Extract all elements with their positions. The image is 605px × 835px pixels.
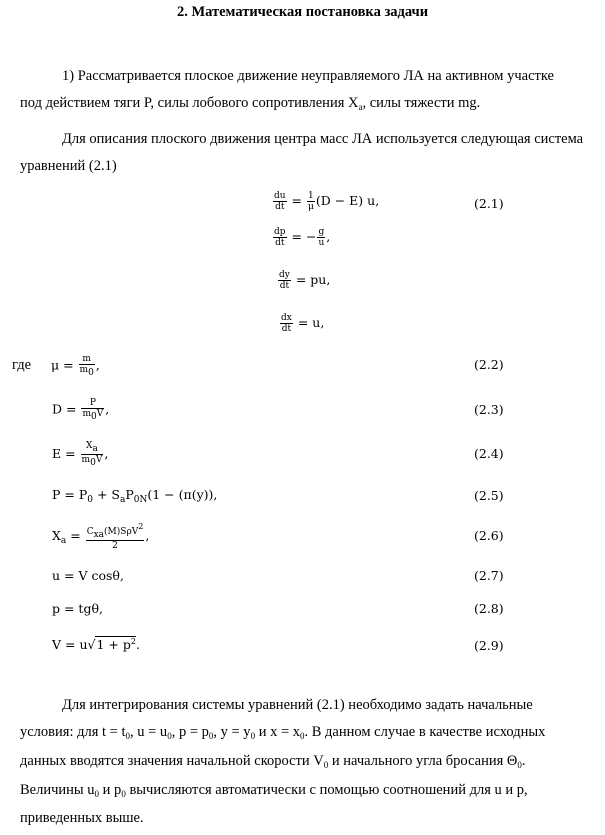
- para1-line2: под действием тяги P, силы лобового сопротивления $X_a$, силы тяжести mg.: [20, 95, 481, 112]
- equation-dy-dt: $\frac{dy}{dt}$ = pu,: [279, 270, 331, 291]
- equation-dp-dt: $\frac{dp}{dt}$ = − $\frac{g}{u}$ ,: [274, 227, 331, 248]
- equation-mu: μ = $\frac{m}{m0}$ ,: [51, 354, 100, 378]
- equation-number: (2.6): [474, 528, 504, 543]
- para2-line1: Для описания плоского движения центра масс ЛА используется следующая система: [62, 131, 584, 147]
- para3-line3: данных вводятся значения начальной скорости $V_0$ и начального угла бросания $\Theta_0$.: [20, 753, 526, 770]
- equation-number: (2.5): [474, 488, 504, 503]
- para1-line1: 1) Рассматривается плоское движение неуправляемого ЛА на активном участке: [62, 68, 554, 84]
- equation-number: (2.2): [474, 357, 504, 372]
- equation-D: D = $\frac{P}{m0V}$ ,: [52, 398, 110, 422]
- where-label: где: [12, 357, 32, 373]
- section-heading: 2. Математическая постановка задачи: [176, 4, 429, 20]
- equation-du-dt: $\frac{du}{dt}$ = $\frac{1}{\mu}$ (D − E) u,: [274, 191, 380, 212]
- equation-number: (2.4): [474, 446, 504, 461]
- equation-Xa: $X_a$ = $\frac{\text{Cxa(M)SρV2}}{2}$ ,: [52, 522, 150, 551]
- equation-number: (2.1): [474, 196, 504, 211]
- equation-u: u = V cosθ,: [52, 568, 124, 583]
- equation-number: (2.9): [474, 638, 504, 653]
- para3-line2: условия: для $t = t_0$, $u = u_0$, $p = p_0$, $y = y_0$ и $x = x_0$. В данном случае в качестве исходных: [20, 724, 546, 741]
- equation-number: (2.3): [474, 402, 504, 417]
- equation-number: (2.7): [474, 568, 504, 583]
- para2-line2: уравнений (2.1): [20, 158, 117, 174]
- para3-line1: Для интегрирования системы уравнений (2.1) необходимо задать начальные: [62, 697, 533, 713]
- para3-line5: приведенных выше.: [20, 810, 144, 826]
- equation-E: E = $\frac{Xa}{m0V}$ ,: [52, 441, 109, 468]
- para3-line4: Величины $u_0$ и $p_0$ вычисляются автоматически с помощью соотношений для u и p,: [20, 782, 528, 799]
- equation-p: p = tgθ,: [52, 601, 103, 616]
- equation-dx-dt: $\frac{dx}{dt}$ = u,: [281, 313, 325, 334]
- equation-V: $V = u√1 + p^2$.: [52, 637, 140, 652]
- equation-P: $P = P_0 + S_aP_{0N}(1 - (\pi(y))$,: [52, 487, 218, 505]
- equation-number: (2.8): [474, 601, 504, 616]
